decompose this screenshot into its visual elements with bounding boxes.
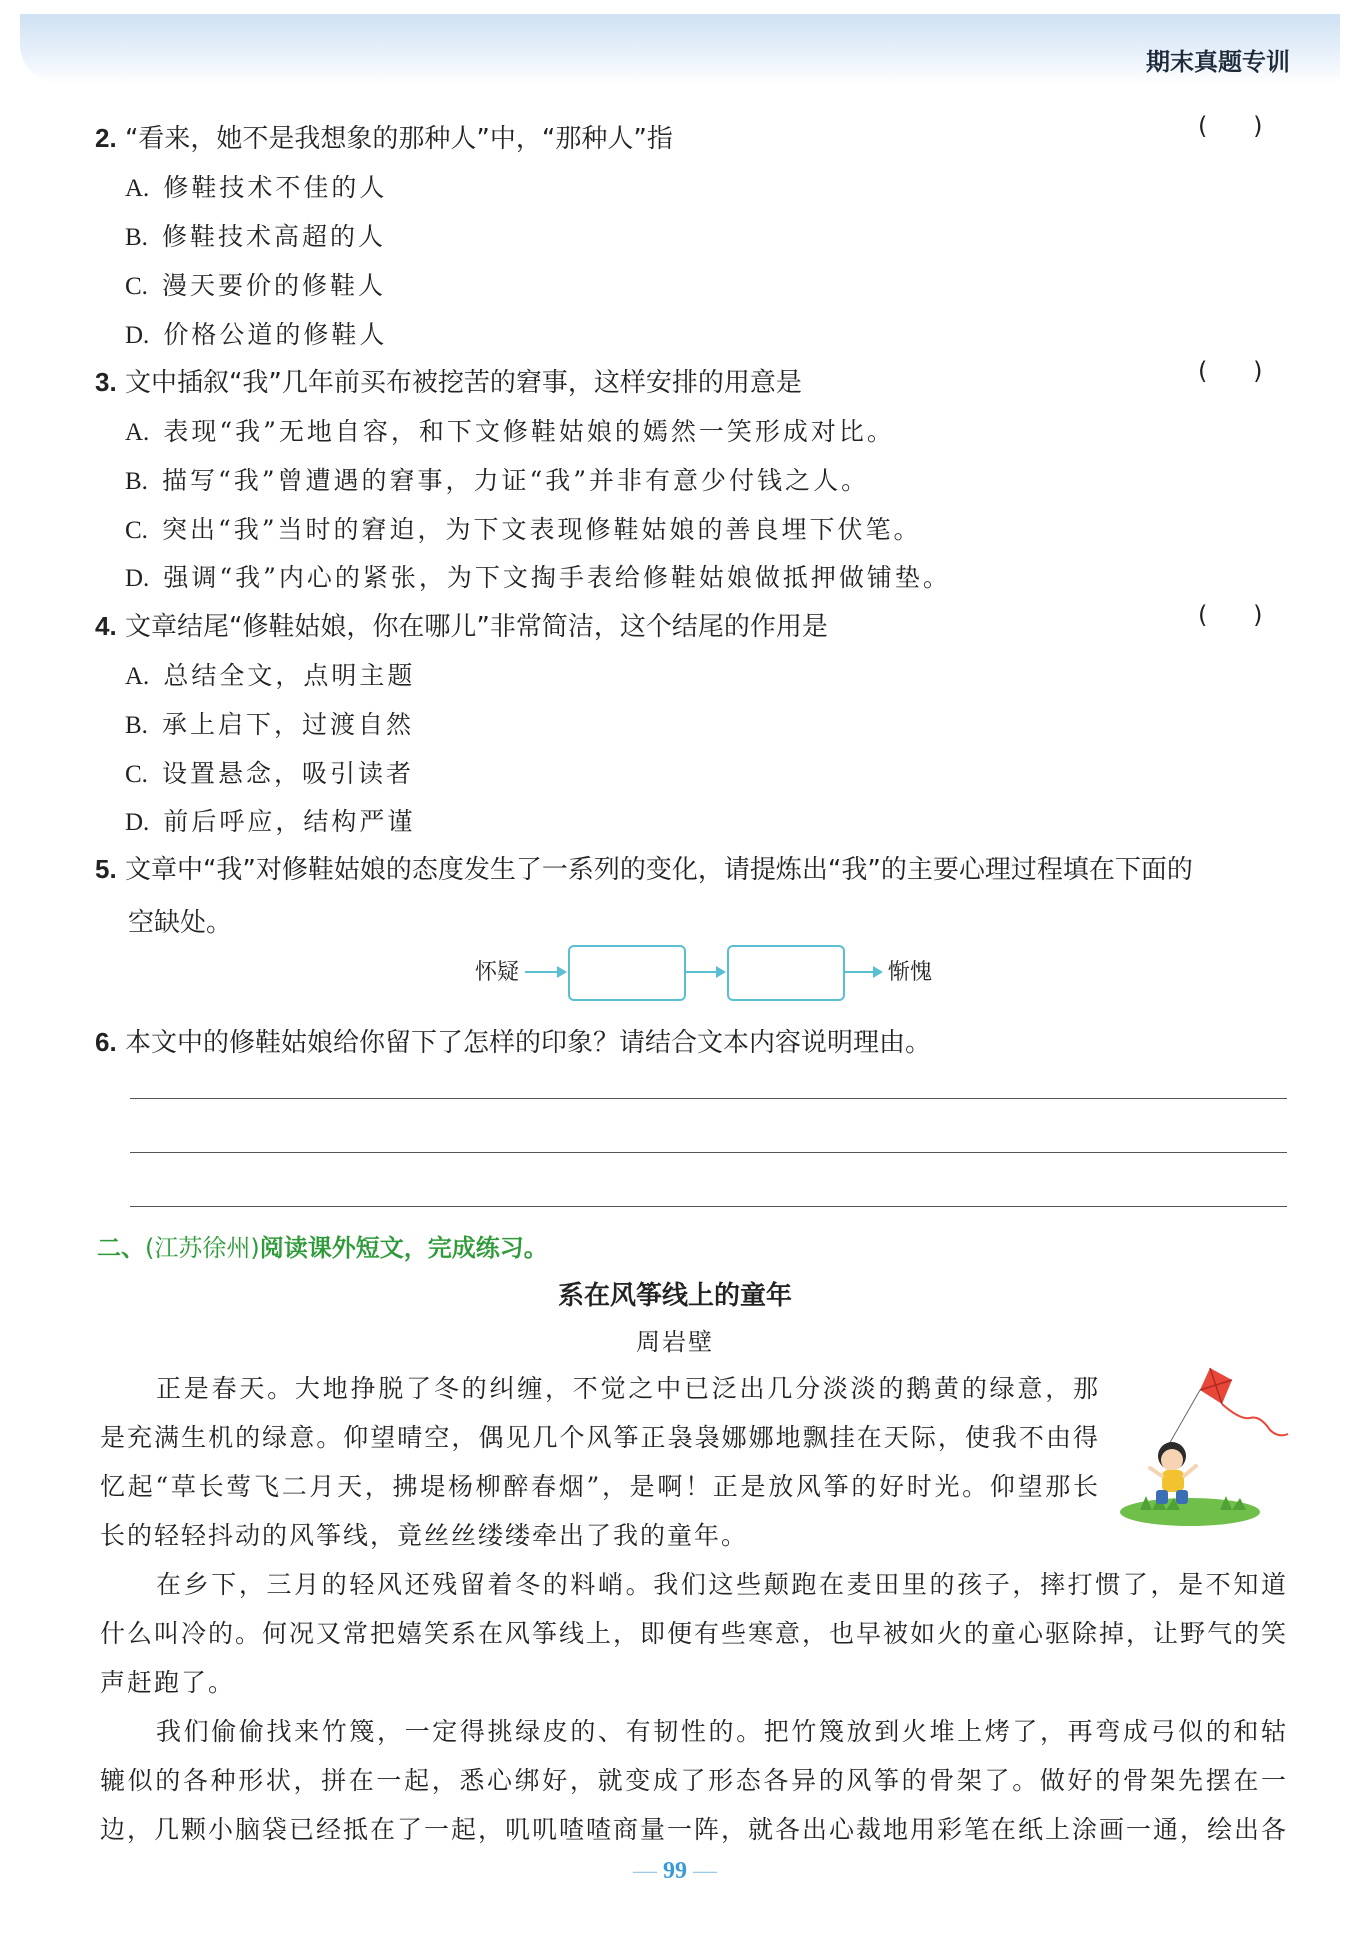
- answer-line[interactable]: [130, 1152, 1287, 1153]
- option-a[interactable]: A. 修鞋技术不佳的人: [125, 173, 388, 202]
- option-c[interactable]: C. 漫天要价的修鞋人: [125, 271, 386, 300]
- question-2: [95, 118, 1295, 155]
- option-a[interactable]: A. 表现“我”无地自容，和下文修鞋姑娘的嫣然一笑形成对比。: [125, 417, 895, 446]
- option-a[interactable]: A. 总结全文，点明主题: [125, 661, 416, 690]
- kite-child-illustration: [1110, 1360, 1300, 1530]
- essay-paragraph: 我们偷偷找来竹篾，一定得挑绿皮的、有韧性的。把竹篾放到火堆上烤了，再弯成弓似的和轱辘似的各种形状，拼在一起，悉心绑好，就变成了形态各异的风筝的骨架了。做好的骨架先摆在一边，几颗小脑袋已经抵在了一起，叽叽喳喳商量一阵，就各出心裁地用彩笔在纸上涂画一通，绘出各: [100, 1717, 1289, 1844]
- answer-paren[interactable]: ( ): [1198, 601, 1263, 629]
- section-heading: 二、(江苏徐州)阅读课外短文，完成练习。: [97, 1234, 548, 1262]
- flow-start-label: 怀疑: [475, 960, 520, 985]
- flow-arrow: [843, 971, 881, 973]
- answer-paren[interactable]: ( ): [1198, 357, 1263, 385]
- flow-blank-box-2[interactable]: [727, 945, 845, 1001]
- flow-arrow: [525, 971, 565, 973]
- flow-end-label: 惭愧: [888, 960, 933, 985]
- option-b[interactable]: B. 描写“我”曾遭遇的窘事，力证“我”并非有意少付钱之人。: [125, 466, 870, 495]
- question-6: [95, 1022, 1295, 1059]
- option-c[interactable]: C. 突出“我”当时的窘迫，为下文表现修鞋姑娘的善良埋下伏笔。: [125, 515, 922, 544]
- question-stem: “看来，她不是我想象的那种人”中，“那种人”指: [124, 124, 673, 154]
- question-stem-continued: 空缺处。: [128, 908, 233, 938]
- page-number: — 99 —: [633, 1858, 717, 1884]
- question-number: 3.: [95, 367, 117, 397]
- question-stem: 文中插叙“我”几年前买布被挖苦的窘事，这样安排的用意是: [124, 368, 802, 398]
- option-d[interactable]: D. 价格公道的修鞋人: [125, 320, 388, 349]
- flow-blank-box-1[interactable]: [568, 945, 686, 1001]
- flow-arrow: [684, 971, 724, 973]
- question-number: 2.: [95, 123, 117, 153]
- section-source: (江苏徐州): [145, 1234, 260, 1262]
- essay-paragraph: 在乡下，三月的轻风还残留着冬的料峭。我们这些颠跑在麦田里的孩子，摔打惯了，是不知道什么叫冷的。何况又常把嬉笑系在风筝线上，即便有些寒意，也早被如火的童心驱除掉，让野气的笑声赶跑了。: [100, 1570, 1289, 1697]
- essay-author: 周岩壁: [636, 1328, 714, 1356]
- question-4: [95, 606, 1295, 643]
- question-5: [95, 849, 1295, 886]
- option-b[interactable]: B. 修鞋技术高超的人: [125, 222, 386, 251]
- option-d[interactable]: D. 强调“我”内心的紧张，为下文掏手表给修鞋姑娘做抵押做铺垫。: [125, 563, 951, 592]
- essay-title: 系在风筝线上的童年: [557, 1281, 792, 1311]
- header-banner: [20, 14, 1340, 84]
- mental-process-flow: [470, 945, 970, 1007]
- question-number: 6.: [95, 1027, 117, 1057]
- question-stem: 本文中的修鞋姑娘给你留下了怎样的印象？请结合文本内容说明理由。: [124, 1028, 931, 1058]
- question-stem: 文章结尾“修鞋姑娘，你在哪儿”非常简洁，这个结尾的作用是: [124, 612, 828, 642]
- answer-paren[interactable]: ( ): [1198, 112, 1263, 140]
- section-instruction: 阅读课外短文，完成练习。: [259, 1234, 548, 1262]
- question-number: 5.: [95, 854, 117, 884]
- question-3: [95, 362, 1295, 399]
- question-stem: 文章中“我”对修鞋姑娘的态度发生了一系列的变化，请提炼出“我”的主要心理过程填在下面的: [124, 855, 1193, 885]
- option-c[interactable]: C. 设置悬念，吸引读者: [125, 759, 414, 788]
- question-number: 4.: [95, 611, 117, 641]
- option-b[interactable]: B. 承上启下，过渡自然: [125, 710, 414, 739]
- answer-line[interactable]: [130, 1206, 1287, 1207]
- essay-paragraph: 正是春天。大地挣脱了冬的纠缠，不觉之中已泛出几分淡淡的鹅黄的绿意，那是充满生机的绿意。仰望晴空，偶见几个风筝正袅袅娜娜地飘挂在天际，使我不由得忆起“草长莺飞二月天，拂堤杨柳醉春烟”，是啊！正是放风筝的好时光。仰望那长长的轻轻抖动的风筝线，竟丝丝缕缕牵出了我的童年。: [100, 1374, 1100, 1550]
- answer-line[interactable]: [130, 1098, 1287, 1099]
- header-title: 期末真题专训: [1146, 48, 1290, 76]
- option-d[interactable]: D. 前后呼应，结构严谨: [125, 807, 416, 836]
